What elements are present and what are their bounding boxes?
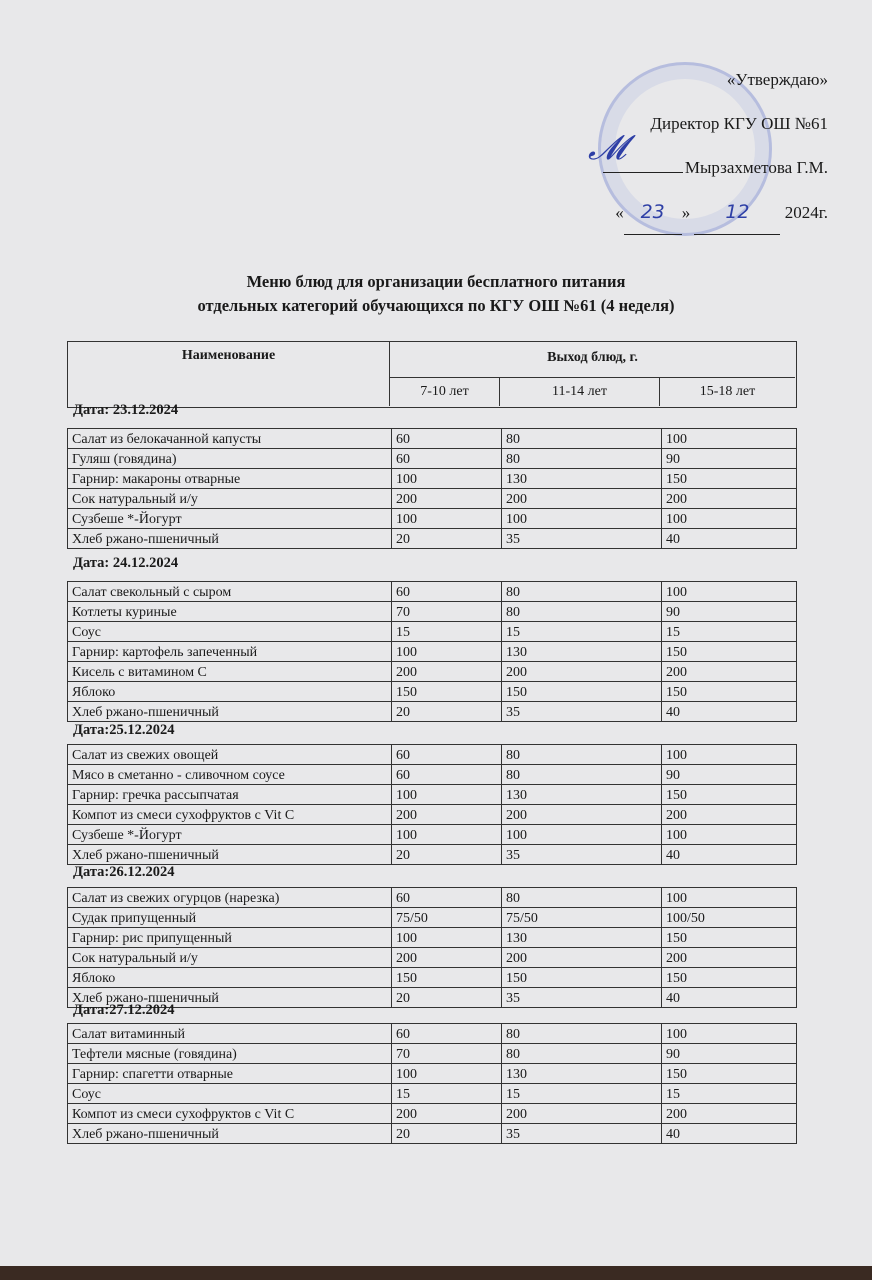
portion-7-10: 60 <box>392 888 502 908</box>
table-row <box>68 1044 797 1064</box>
dish-name: Тефтели мясные (говядина) <box>68 1044 392 1064</box>
photo-bottom-edge <box>0 1266 872 1280</box>
day-date: Дата: 24.12.2024 <box>73 555 179 571</box>
portion-11-14: 35 <box>502 702 662 722</box>
portion-11-14: 80 <box>502 582 662 602</box>
dish-name: Гарнир: макароны отварные <box>68 469 392 489</box>
dish-name: Гарнир: картофель запеченный <box>68 642 392 662</box>
portion-15-18: 40 <box>662 1124 797 1144</box>
portion-11-14: 150 <box>502 682 662 702</box>
dish-name: Хлеб ржано-пшеничный <box>68 702 392 722</box>
portion-7-10: 150 <box>392 682 502 702</box>
portion-15-18: 150 <box>662 682 797 702</box>
dish-name: Компот из смеси сухофруктов с Vit C <box>68 1104 392 1124</box>
signature: 𝓜 <box>588 128 627 168</box>
portion-11-14: 200 <box>502 805 662 825</box>
table-row <box>68 509 797 529</box>
portion-15-18: 100 <box>662 745 797 765</box>
dish-name: Гуляш (говядина) <box>68 449 392 469</box>
portion-7-10: 100 <box>392 1064 502 1084</box>
header-output: Выход блюд, г. <box>390 342 795 378</box>
portion-15-18: 40 <box>662 845 797 865</box>
portion-7-10: 20 <box>392 845 502 865</box>
portion-15-18: 90 <box>662 1044 797 1064</box>
table-row <box>68 469 797 489</box>
day-menu-table <box>67 581 797 722</box>
dish-name: Хлеб ржано-пшеничный <box>68 529 392 549</box>
portion-15-18: 100/50 <box>662 908 797 928</box>
dish-name: Хлеб ржано-пшеничный <box>68 1124 392 1144</box>
table-row <box>68 582 797 602</box>
portion-7-10: 100 <box>392 785 502 805</box>
day-date: Дата:26.12.2024 <box>73 864 175 880</box>
day-menu-table <box>67 1023 797 1144</box>
portion-11-14: 130 <box>502 469 662 489</box>
table-row <box>68 702 797 722</box>
portion-15-18: 100 <box>662 1024 797 1044</box>
portion-7-10: 20 <box>392 702 502 722</box>
table-row <box>68 805 797 825</box>
portion-11-14: 80 <box>502 888 662 908</box>
table-row <box>68 1024 797 1044</box>
title-line-2: отдельных категорий обучающихся по КГУ ОШ №61 (4 неделя) <box>197 296 675 315</box>
title-line-1: Меню блюд для организации бесплатного питания <box>246 272 626 291</box>
table-row <box>68 642 797 662</box>
portion-7-10: 20 <box>392 1124 502 1144</box>
director-name-line <box>603 146 828 190</box>
day-menu-table <box>67 887 797 1008</box>
portion-7-10: 100 <box>392 469 502 489</box>
portion-11-14: 15 <box>502 1084 662 1104</box>
portion-11-14: 15 <box>502 622 662 642</box>
director-position: Директор КГУ ОШ №61 <box>650 114 828 133</box>
table-row <box>68 785 797 805</box>
portion-7-10: 100 <box>392 642 502 662</box>
portion-7-10: 200 <box>392 489 502 509</box>
table-row <box>68 845 797 865</box>
portion-15-18: 100 <box>662 888 797 908</box>
table-row <box>68 529 797 549</box>
dish-name: Судак припущенный <box>68 908 392 928</box>
portion-11-14: 130 <box>502 785 662 805</box>
dish-name: Гарнир: спагетти отварные <box>68 1064 392 1084</box>
portion-15-18: 40 <box>662 702 797 722</box>
dish-name: Соус <box>68 1084 392 1104</box>
portion-15-18: 15 <box>662 1084 797 1104</box>
portion-11-14: 80 <box>502 745 662 765</box>
portion-7-10: 60 <box>392 1024 502 1044</box>
portion-11-14: 200 <box>502 948 662 968</box>
approval-month: 12 <box>694 190 780 235</box>
table-row <box>68 948 797 968</box>
dish-name: Салат из свежих огурцов (нарезка) <box>68 888 392 908</box>
dish-name: Салат витаминный <box>68 1024 392 1044</box>
portion-7-10: 70 <box>392 602 502 622</box>
table-row <box>68 928 797 948</box>
table-row <box>68 449 797 469</box>
table-row <box>68 765 797 785</box>
dish-name: Сок натуральный и/у <box>68 948 392 968</box>
dish-name: Котлеты куриные <box>68 602 392 622</box>
portion-15-18: 150 <box>662 469 797 489</box>
dish-name: Салат из свежих овощей <box>68 745 392 765</box>
table-row <box>68 1064 797 1084</box>
portion-15-18: 40 <box>662 988 797 1008</box>
portion-15-18: 100 <box>662 509 797 529</box>
portion-7-10: 70 <box>392 1044 502 1064</box>
table-row <box>68 662 797 682</box>
dish-name: Сузбеше *-Йогурт <box>68 509 392 529</box>
portion-11-14: 200 <box>502 489 662 509</box>
portion-15-18: 200 <box>662 489 797 509</box>
portion-7-10: 100 <box>392 928 502 948</box>
portion-11-14: 130 <box>502 1064 662 1084</box>
portion-11-14: 80 <box>502 429 662 449</box>
header-age-15-18: 15-18 лет <box>699 384 756 399</box>
table-row <box>68 602 797 622</box>
portion-7-10: 200 <box>392 662 502 682</box>
portion-7-10: 20 <box>392 529 502 549</box>
table-row <box>68 682 797 702</box>
table-row <box>68 1124 797 1144</box>
portion-11-14: 80 <box>502 1024 662 1044</box>
dish-name: Сузбеше *-Йогурт <box>68 825 392 845</box>
portion-11-14: 80 <box>502 765 662 785</box>
portion-7-10: 200 <box>392 805 502 825</box>
portion-11-14: 80 <box>502 602 662 622</box>
header-name: Наименование <box>68 342 390 406</box>
portion-7-10: 150 <box>392 968 502 988</box>
portion-11-14: 75/50 <box>502 908 662 928</box>
dish-name: Хлеб ржано-пшеничный <box>68 845 392 865</box>
approval-block <box>603 58 828 235</box>
portion-15-18: 200 <box>662 805 797 825</box>
table-row <box>68 988 797 1008</box>
table-row <box>68 1104 797 1124</box>
portion-15-18: 90 <box>662 602 797 622</box>
page-title <box>0 270 872 318</box>
portion-11-14: 150 <box>502 968 662 988</box>
portion-15-18: 150 <box>662 642 797 662</box>
portion-7-10: 60 <box>392 582 502 602</box>
portion-7-10: 60 <box>392 745 502 765</box>
table-row <box>68 429 797 449</box>
approve-label: «Утверждаю» <box>726 70 828 89</box>
table-row <box>68 622 797 642</box>
portion-15-18: 90 <box>662 765 797 785</box>
day-date: Дата: 23.12.2024 <box>73 402 179 418</box>
table-row <box>68 888 797 908</box>
portion-15-18: 100 <box>662 825 797 845</box>
portion-7-10: 20 <box>392 988 502 1008</box>
dish-name: Яблоко <box>68 682 392 702</box>
day-date: Дата:25.12.2024 <box>73 722 175 738</box>
quote-open: « <box>615 203 624 222</box>
portion-7-10: 200 <box>392 1104 502 1124</box>
portion-7-10: 100 <box>392 509 502 529</box>
portion-11-14: 100 <box>502 509 662 529</box>
dish-name: Салат из белокачанной капусты <box>68 429 392 449</box>
approval-date <box>603 190 828 235</box>
table-row <box>68 745 797 765</box>
day-menu-table <box>67 428 797 549</box>
portion-7-10: 75/50 <box>392 908 502 928</box>
portion-11-14: 35 <box>502 988 662 1008</box>
portion-11-14: 100 <box>502 825 662 845</box>
dish-name: Кисель с витамином С <box>68 662 392 682</box>
header-age-11-14: 11-14 лет <box>500 378 660 406</box>
dish-name: Мясо в сметанно - сливочном соусе <box>68 765 392 785</box>
portion-11-14: 35 <box>502 845 662 865</box>
portion-11-14: 80 <box>502 449 662 469</box>
table-row <box>68 825 797 845</box>
portion-15-18: 200 <box>662 948 797 968</box>
approval-day: 23 <box>624 190 682 235</box>
portion-15-18: 200 <box>662 662 797 682</box>
portion-11-14: 35 <box>502 529 662 549</box>
portion-11-14: 35 <box>502 1124 662 1144</box>
portion-15-18: 90 <box>662 449 797 469</box>
dish-name: Гарнир: рис припущенный <box>68 928 392 948</box>
portion-15-18: 40 <box>662 529 797 549</box>
table-row <box>68 908 797 928</box>
dish-name: Яблоко <box>68 968 392 988</box>
director-name: Мырзахметова Г.М. <box>684 158 828 177</box>
portion-15-18: 100 <box>662 429 797 449</box>
portion-7-10: 60 <box>392 449 502 469</box>
dish-name: Сок натуральный и/у <box>68 489 392 509</box>
portion-7-10: 15 <box>392 622 502 642</box>
quote-close: » <box>681 203 691 222</box>
portion-7-10: 15 <box>392 1084 502 1104</box>
portion-11-14: 200 <box>502 1104 662 1124</box>
table-row <box>68 968 797 988</box>
portion-15-18: 100 <box>662 582 797 602</box>
portion-7-10: 200 <box>392 948 502 968</box>
dish-name: Гарнир: гречка рассыпчатая <box>68 785 392 805</box>
dish-name: Соус <box>68 622 392 642</box>
table-row <box>68 489 797 509</box>
portion-15-18: 150 <box>662 785 797 805</box>
table-row <box>68 1084 797 1104</box>
portion-15-18: 150 <box>662 968 797 988</box>
header-age-7-10: 7-10 лет <box>390 378 500 406</box>
dish-name: Хлеб ржано-пшеничный <box>68 988 392 1008</box>
portion-11-14: 80 <box>502 1044 662 1064</box>
approval-year: 2024г. <box>784 203 828 222</box>
portion-15-18: 150 <box>662 928 797 948</box>
dish-name: Компот из смеси сухофруктов с Vit C <box>68 805 392 825</box>
day-date: Дата:27.12.2024 <box>73 1002 175 1018</box>
portion-15-18: 15 <box>662 622 797 642</box>
portion-7-10: 100 <box>392 825 502 845</box>
portion-11-14: 130 <box>502 928 662 948</box>
day-menu-table <box>67 744 797 865</box>
portion-11-14: 130 <box>502 642 662 662</box>
portion-15-18: 200 <box>662 1104 797 1124</box>
portion-15-18: 150 <box>662 1064 797 1084</box>
dish-name: Салат свекольный с сыром <box>68 582 392 602</box>
portion-7-10: 60 <box>392 429 502 449</box>
portion-11-14: 200 <box>502 662 662 682</box>
table-header <box>67 341 797 408</box>
portion-7-10: 60 <box>392 765 502 785</box>
